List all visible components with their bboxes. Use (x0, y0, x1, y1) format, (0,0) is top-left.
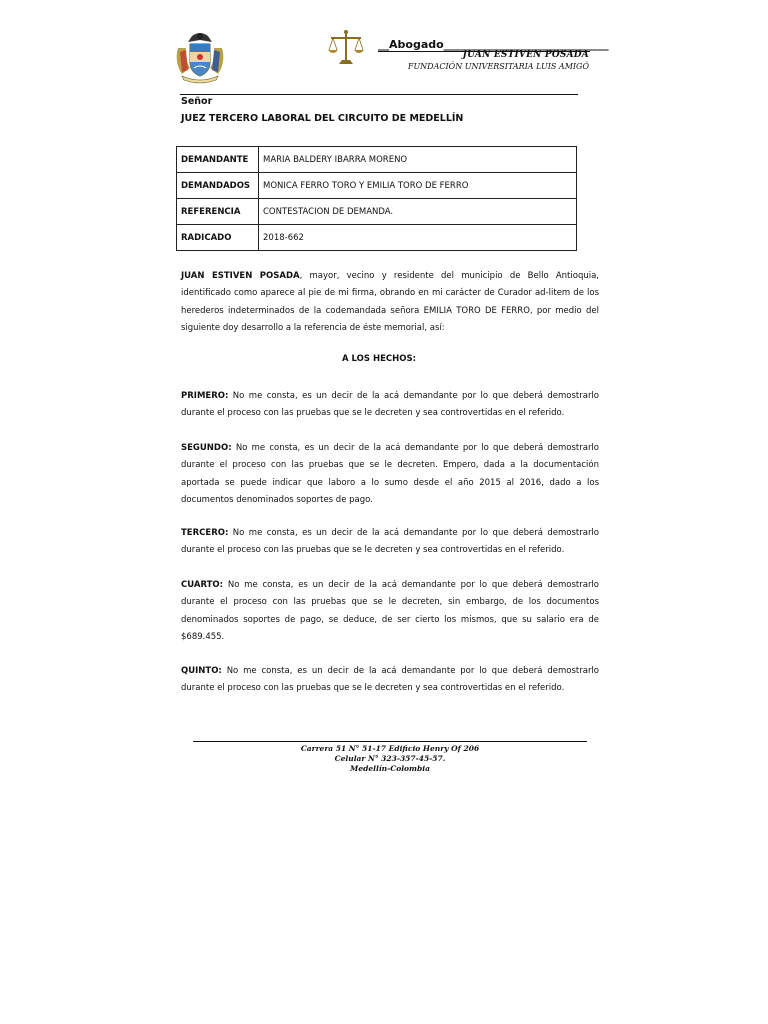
fact-text: No me consta, es un decir de la acá demandante por lo que deberá demostrarlo durante el proceso con las pruebas que se le decreten. Empero, dada a la documentación aportada se puede indicar que laboro a lo sumo desde el año 2015 al 2016, dado a los documentos denominados soportes de pago. (181, 443, 599, 505)
fact-label: CUARTO: (181, 580, 224, 590)
footer-address: Carrera 51 N° 51-17 Edificio Henry Of 206 (300, 744, 480, 753)
case-value: 2018-662 (259, 225, 577, 251)
addressee: JUEZ TERCERO LABORAL DEL CIRCUITO DE MEDELLÍN (181, 113, 464, 124)
case-label: DEMANDADOS (177, 173, 259, 199)
footer-divider (193, 741, 587, 742)
footer-phone: Celular N° 323-357-45-57. (334, 754, 446, 763)
table-row (177, 173, 577, 199)
fact-label: SEGUNDO: (181, 443, 232, 453)
case-value: MONICA FERRO TORO Y EMILIA TORO DE FERRO (259, 173, 577, 199)
table-row (177, 225, 577, 251)
salutation: Señor (181, 96, 213, 107)
table-row (177, 147, 577, 173)
footer-city: Medellín-Colombia (350, 764, 430, 773)
fact-paragraph (181, 440, 599, 509)
fact-text: No me consta, es un decir de la acá demandante por lo que deberá demostrarlo durante el proceso con las pruebas que se le decreten y sea controvertidas en el referido. (181, 666, 599, 694)
intro-paragraph (181, 268, 599, 337)
case-label: REFERENCIA (177, 199, 259, 225)
fact-label: QUINTO: (181, 666, 222, 676)
fact-text: No me consta, es un decir de la acá demandante por lo que deberá demostrarlo durante el proceso con las pruebas que se le decreten y sea controvertidas en el referido. (181, 391, 599, 419)
table-row (177, 199, 577, 225)
lawyer-name: JUAN ESTIVEN POSADA (462, 50, 589, 60)
fact-paragraph (181, 663, 599, 698)
case-info-table (176, 146, 577, 251)
fact-label: PRIMERO: (181, 391, 229, 401)
intro-name: JUAN ESTIVEN POSADA (181, 271, 300, 281)
case-value: MARIA BALDERY IBARRA MORENO (259, 147, 577, 173)
case-label: DEMANDANTE (177, 147, 259, 173)
fact-text: No me consta, es un decir de la acá demandante por lo que deberá demostrarlo durante el proceso con las pruebas que se le decreten y sea controvertidas en el referido. (181, 528, 599, 556)
abogado-title: __Abogado______________________________ (378, 38, 609, 51)
scales-of-justice-icon (326, 28, 366, 68)
header-divider (180, 94, 578, 95)
fact-paragraph (181, 388, 599, 423)
fact-label: TERCERO: (181, 528, 229, 538)
intro-text: , mayor, vecino y residente del municipio de Bello Antioquia, identificado como aparece al pie de mi firma, obrando en mi carácter de Curador ad-litem de los herederos indeterminados de la codemandada señora EMILIA TORO DE FERRO, por medio del siguiente doy desarrollo a la referencia de éste memorial, así: (181, 271, 599, 333)
section-heading: A LOS HECHOS: (342, 354, 416, 364)
fact-paragraph (181, 577, 599, 646)
case-label: RADICADO (177, 225, 259, 251)
case-value: CONTESTACION DE DEMANDA. (259, 199, 577, 225)
university-name: FUNDACIÓN UNIVERSITARIA LUIS AMIGÓ (407, 62, 589, 71)
fact-text: No me consta, es un decir de la acá demandante por lo que deberá demostrarlo durante el proceso con las pruebas que se le decreten, sin embargo, de los documentos denominados soportes de pago, se deduce, de ser cierto los mismos, que su salario era de $689.455. (181, 580, 599, 642)
fact-paragraph (181, 525, 599, 560)
colombia-coat-of-arms-icon (172, 28, 228, 84)
